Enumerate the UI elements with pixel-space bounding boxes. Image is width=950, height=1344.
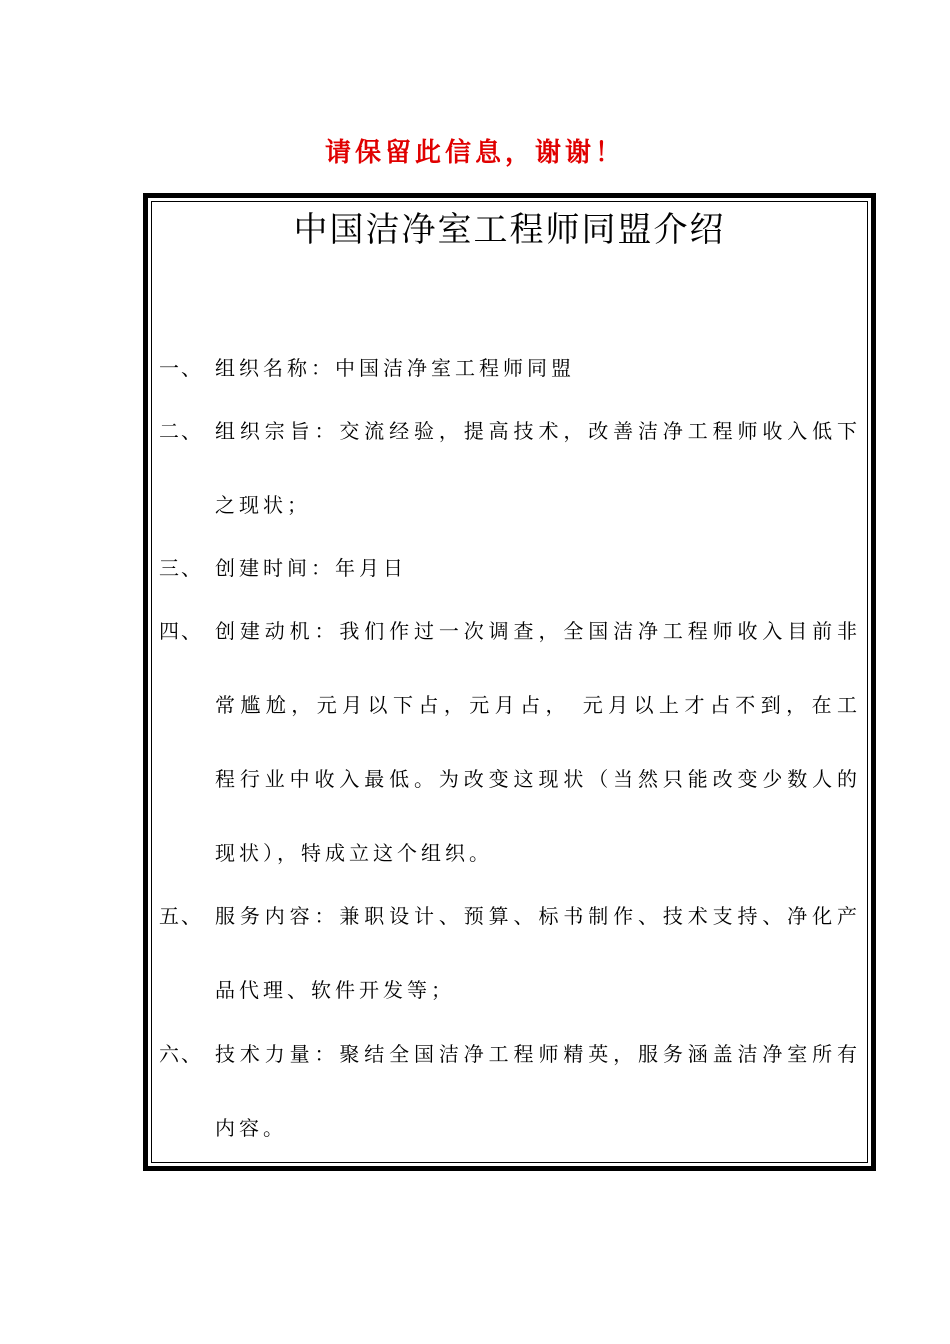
item-number: 五、 — [159, 904, 203, 928]
item-line: 常尴尬，元月以下占，元月占， 元月以上才占不到，在工 — [215, 693, 859, 717]
item-number: 一、 — [159, 356, 203, 380]
item-line: 技术力量：聚结全国洁净工程师精英，服务涵盖洁净室所有 — [215, 1042, 859, 1066]
item-number: 六、 — [159, 1042, 203, 1066]
item-body — [215, 901, 859, 1049]
item-line: 之现状； — [215, 493, 311, 517]
notice-banner: 请保留此信息，谢谢！ — [324, 138, 625, 168]
item-line: 创建时间：年月日 — [215, 556, 407, 580]
item-line: 服务内容：兼职设计、预算、标书制作、技术支持、净化产 — [215, 904, 859, 928]
item-line: 品代理、软件开发等； — [215, 978, 455, 1002]
item-body — [215, 616, 859, 912]
item-line: 组织宗旨：交流经验，提高技术，改善洁净工程师收入低下 — [215, 419, 859, 443]
item-number: 四、 — [159, 619, 203, 643]
item-line: 组织名称：中国洁净室工程师同盟 — [215, 356, 575, 380]
item-line: 创建动机：我们作过一次调查，全国洁净工程师收入目前非 — [215, 619, 859, 643]
item-body — [215, 416, 859, 564]
item-body — [215, 1039, 859, 1187]
item-line: 内容。 — [215, 1116, 287, 1140]
item-line: 现状），特成立这个组织。 — [215, 841, 493, 865]
item-number: 二、 — [159, 419, 203, 443]
item-number: 三、 — [159, 556, 203, 580]
document-title: 中国洁净室工程师同盟介绍 — [293, 210, 726, 250]
item-line: 程行业中收入最低。为改变这现状（当然只能改变少数人的 — [215, 767, 859, 791]
